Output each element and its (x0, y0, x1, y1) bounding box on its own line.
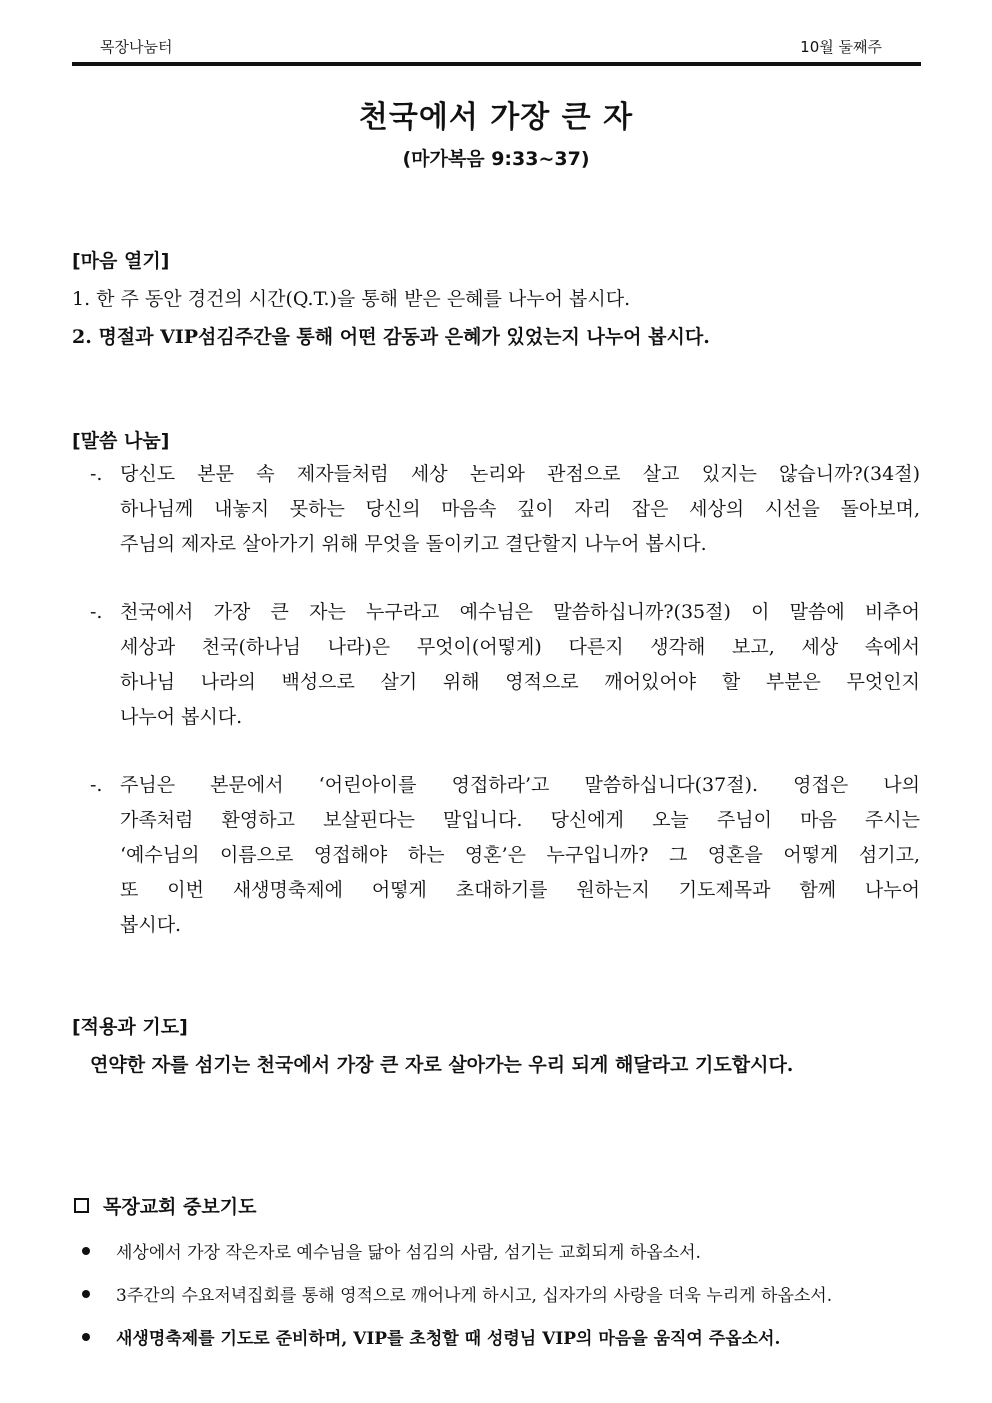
section-heading-word-share: [말씀 나눔] (72, 430, 170, 452)
paragraph-line: ‘예수님의 이름으로 영접해야 하는 영혼’은 누구입니까? 그 영혼을 어떻게 섬기고, (120, 844, 920, 866)
prayer-item-text: 세상에서 가장 작은자로 예수님을 닮아 섬김의 사람, 섬기는 교회되게 하옵소서. (116, 1243, 701, 1263)
dash-marker: -. (90, 774, 103, 796)
header-right: 10월 둘째주 (800, 38, 882, 56)
word-share-paragraph-1 (90, 457, 920, 562)
paragraph-line: 당신도 본문 속 제자들처럼 세상 논리와 관점으로 살고 있지는 않습니까?(34절) (120, 463, 920, 485)
paragraph-line: 천국에서 가장 큰 자는 누구라고 예수님은 말씀하십니까?(35절) 이 말씀에 비추어 (120, 601, 920, 623)
paragraph-line: 나누어 봅시다. (120, 706, 243, 728)
paragraph-line: 봅시다. (120, 914, 182, 936)
paragraph-line: 또 이번 새생명축제에 어떻게 초대하기를 원하는지 기도제목과 함께 나누어 (120, 879, 920, 901)
page-subtitle: (마가복음 9:33~37) (402, 148, 590, 170)
paragraph-line: 주님은 본문에서 ‘어린아이를 영접하라’고 말씀하십니다(37절). 영접은 나의 (120, 774, 920, 796)
open-heart-item-2: 2. 명절과 VIP섬김주간을 통해 어떤 감동과 은혜가 있었는지 나누어 봅시다. (72, 326, 710, 348)
bullet-icon (82, 1247, 90, 1255)
page-title: 천국에서 가장 큰 자 (358, 100, 634, 135)
header-left: 목장나눔터 (100, 38, 173, 56)
prayer-item-3 (82, 1324, 780, 1349)
section-heading-open-heart: [마음 열기] (72, 250, 170, 272)
paragraph-line: 가족처럼 환영하고 보살핀다는 말입니다. 당신에게 오늘 주님이 마음 주시는 (120, 809, 920, 831)
church-prayer-heading (74, 1192, 256, 1219)
bullet-icon (82, 1290, 90, 1298)
church-prayer-heading-text: 목장교회 중보기도 (103, 1196, 257, 1218)
checkbox-icon (74, 1198, 89, 1213)
paragraph-line: 주님의 제자로 살아가기 위해 무엇을 돌이키고 결단할지 나누어 봅시다. (120, 533, 707, 555)
dash-marker: -. (90, 601, 103, 623)
prayer-item-text: 새생명축제를 기도로 준비하며, VIP를 초청할 때 성령님 VIP의 마음을 움직여 주옵소서. (116, 1329, 781, 1349)
open-heart-item-1: 1. 한 주 동안 경건의 시간(Q.T.)을 통해 받은 은혜를 나누어 봅시다. (72, 288, 631, 310)
paragraph-line: 하나님 나라의 백성으로 살기 위해 영적으로 깨어있어야 할 부분은 무엇인지 (120, 671, 920, 693)
word-share-paragraph-2 (90, 595, 920, 735)
dash-marker: -. (90, 463, 103, 485)
paragraph-line: 하나님께 내놓지 못하는 당신의 마음속 깊이 자리 잡은 세상의 시선을 돌아보며, (120, 498, 920, 520)
prayer-item-text: 3주간의 수요저녁집회를 통해 영적으로 깨어나게 하시고, 십자가의 사랑을 더욱 누리게 하옵소서. (116, 1286, 833, 1306)
paragraph-line: 세상과 천국(하나님 나라)은 무엇이(어떻게) 다른지 생각해 보고, 세상 속에서 (120, 636, 920, 658)
header-rule (72, 62, 921, 66)
word-share-paragraph-3 (90, 768, 920, 943)
prayer-item-1 (82, 1238, 701, 1263)
apply-pray-text: 연약한 자를 섬기는 천국에서 가장 큰 자로 살아가는 우리 되게 해달라고 기도합시다. (90, 1054, 794, 1076)
bullet-icon (82, 1333, 90, 1341)
section-heading-apply-pray: [적용과 기도] (72, 1016, 188, 1038)
prayer-item-2 (82, 1281, 832, 1306)
